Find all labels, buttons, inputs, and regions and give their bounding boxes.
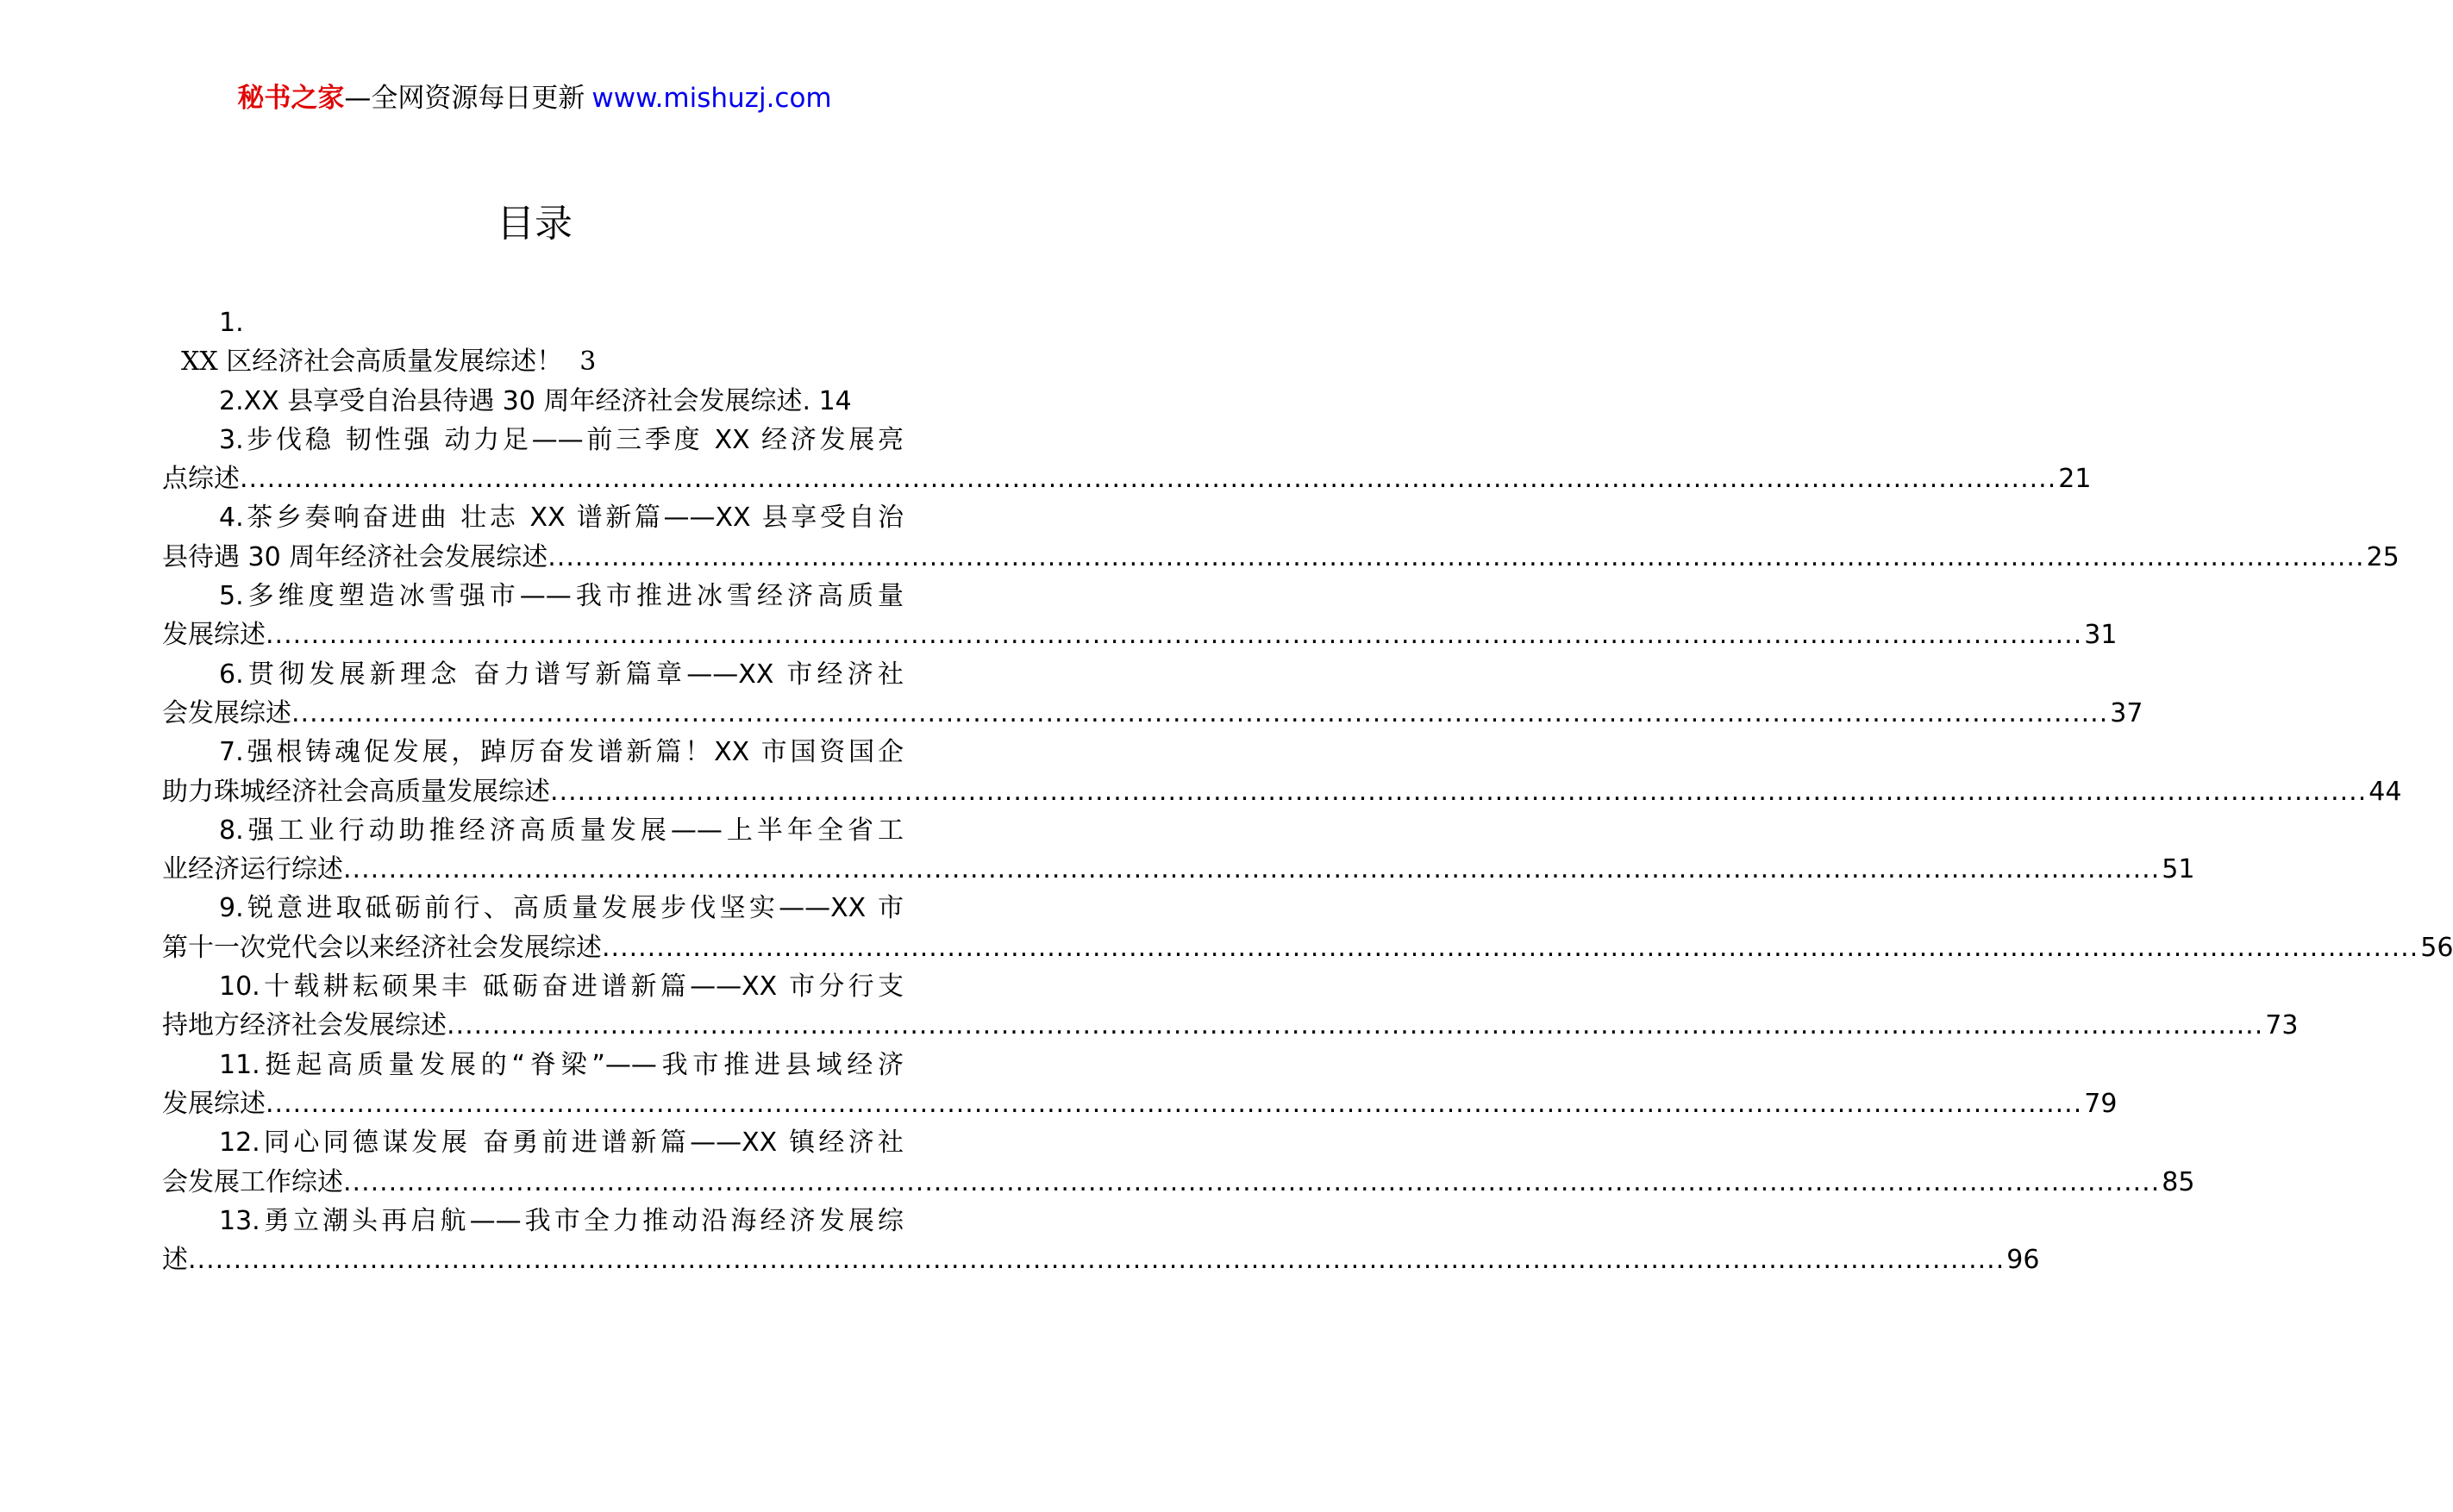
toc-entry-leader-line: [162, 1006, 2299, 1045]
toc-entry-5[interactable]: [162, 577, 2118, 655]
toc-entry-3[interactable]: [162, 421, 2092, 499]
dot-leader: ........................................................................................................................................................................................................: [548, 541, 2365, 572]
toc-entry-title-line: 3.步伐稳 韧性强 动力足——前三季度 XX 经济发展亮: [219, 424, 904, 455]
toc-entry-title-continuation: 县待遇 30 周年经济社会发展综述: [162, 541, 548, 572]
toc-list: [162, 421, 2453, 1280]
toc-entry-9[interactable]: [162, 889, 2453, 967]
toc-entry-1-title: XX 区经济社会高质量发展综述！: [181, 347, 563, 378]
toc-entry-title-continuation: 发展综述: [162, 620, 266, 651]
toc-entry-title-continuation: 助力珠城经济社会高质量发展综述: [162, 776, 550, 807]
toc-entry-title-continuation: 点综述: [162, 464, 240, 495]
toc-entry-page-number: 31: [2084, 620, 2118, 651]
dot-leader: ........................................................................................................................................................................................................: [550, 776, 2368, 807]
toc-entry-title-line: 8.强工业行动助推经济高质量发展——上半年全省工: [219, 815, 904, 846]
toc-entry-title-line: 4.茶乡奏响奋进曲 壮志 XX 谱新篇——XX 县享受自治: [219, 503, 904, 534]
toc-entry-10[interactable]: [162, 967, 2299, 1046]
toc-entry-leader-line: [162, 538, 2400, 577]
toc-entry-title-continuation: 会发展工作综述: [162, 1166, 343, 1197]
dot-leader: ........................................................................................................................................................................................................: [188, 1245, 2006, 1276]
site-url-link[interactable]: www.mishuzj.com: [591, 83, 832, 114]
toc-entry-page-number: 56: [2420, 932, 2453, 963]
toc-entry-leader-line: [162, 615, 2118, 654]
toc-entry-title-line: 9.锐意进取砥砺前行、高质量发展步伐坚实——XX 市: [219, 893, 904, 924]
toc-entry-title-continuation: 会发展综述: [162, 697, 291, 728]
toc-entry-page-number: 37: [2110, 697, 2143, 728]
site-header: [0, 81, 1069, 116]
toc-entry-leader-line: [162, 850, 2195, 889]
toc-entry-1-number[interactable]: 1.: [219, 308, 244, 338]
dot-leader: ........................................................................................................................................................................................................: [266, 620, 2083, 651]
dot-leader: ........................................................................................................................................................................................................: [266, 1088, 2083, 1119]
toc-entry-page-number: 21: [2058, 464, 2092, 495]
toc-entry-leader-line: [162, 1240, 2040, 1279]
toc-entry-page-number: 25: [2366, 541, 2400, 572]
toc-entry-leader-line: [162, 928, 2453, 967]
toc-entry-title-continuation: 发展综述: [162, 1088, 266, 1119]
toc-entry-title-line: 12.同心同德谋发展 奋勇前进谱新篇——XX 镇经济社: [219, 1128, 904, 1159]
toc-entry-page-number: 96: [2006, 1245, 2040, 1276]
toc-entry-page-number: 44: [2369, 776, 2402, 807]
toc-entry-title-line: 7.强根铸魂促发展，踔厉奋发谱新篇！XX 市国资国企: [219, 737, 904, 768]
toc-entry-leader-line: [162, 1163, 2195, 1202]
toc-entry-page-number: 85: [2162, 1166, 2195, 1197]
toc-entry-6[interactable]: [162, 655, 2143, 734]
toc-entry-4[interactable]: [162, 498, 2400, 577]
toc-entry-page-number: 51: [2162, 854, 2195, 885]
toc-entry-title-line: 10.十载耕耘硕果丰 砥砺奋进谱新篇——XX 市分行支: [219, 972, 904, 1003]
toc-entry-title-continuation: 第十一次党代会以来经济社会发展综述: [162, 932, 602, 963]
toc-entry-page-number: 73: [2265, 1010, 2299, 1041]
dot-leader: ........................................................................................................................................................................................................: [447, 1010, 2264, 1041]
dot-leader: ........................................................................................................................................................................................................: [602, 932, 2419, 963]
toc-entry-leader-line: [162, 459, 2092, 498]
page-title: 目录: [497, 202, 573, 246]
toc-entry-2[interactable]: 2.XX 县享受自治县待遇 30 周年经济社会发展综述. 14: [219, 385, 852, 416]
tagline: —全网资源每日更新: [344, 83, 585, 114]
toc-entry-1[interactable]: [162, 342, 904, 381]
dot-leader: ........................................................................................................................................................................................................: [343, 854, 2161, 885]
toc-entry-7[interactable]: [162, 733, 2402, 811]
toc-entry-title-line: 13.勇立潮头再启航——我市全力推动沿海经济发展综: [219, 1205, 904, 1236]
dot-leader: ........................................................................................................................................................................................................: [240, 464, 2057, 495]
toc-entry-12[interactable]: [162, 1123, 2195, 1202]
toc-entry-title-line: 6.贯彻发展新理念 奋力谱写新篇章——XX 市经济社: [219, 659, 904, 690]
toc-entry-leader-line: [162, 694, 2143, 733]
table-of-contents: [162, 303, 2453, 1279]
toc-entry-11[interactable]: [162, 1046, 2118, 1124]
toc-entry-leader-line: [162, 1084, 2118, 1123]
toc-entry-title-line: 5.多维度塑造冰雪强市——我市推进冰雪经济高质量: [219, 581, 904, 612]
brand-name: 秘书之家: [237, 83, 345, 114]
toc-entry-title-line: 11.挺起高质量发展的“脊梁”——我市推进县域经济: [219, 1049, 904, 1080]
toc-entry-title-continuation: 持地方经济社会发展综述: [162, 1010, 447, 1041]
toc-entry-13[interactable]: [162, 1202, 2040, 1280]
toc-entry-1-page: 3: [579, 347, 597, 378]
toc-entry-page-number: 79: [2084, 1088, 2118, 1119]
toc-entry-title-continuation: 述: [162, 1245, 188, 1276]
dot-leader: ........................................................................................................................................................................................................: [343, 1166, 2161, 1197]
toc-entry-8[interactable]: [162, 811, 2195, 890]
toc-entry-leader-line: [162, 772, 2402, 811]
dot-leader: ........................................................................................................................................................................................................: [291, 697, 2109, 728]
toc-entry-title-continuation: 业经济运行综述: [162, 854, 343, 885]
